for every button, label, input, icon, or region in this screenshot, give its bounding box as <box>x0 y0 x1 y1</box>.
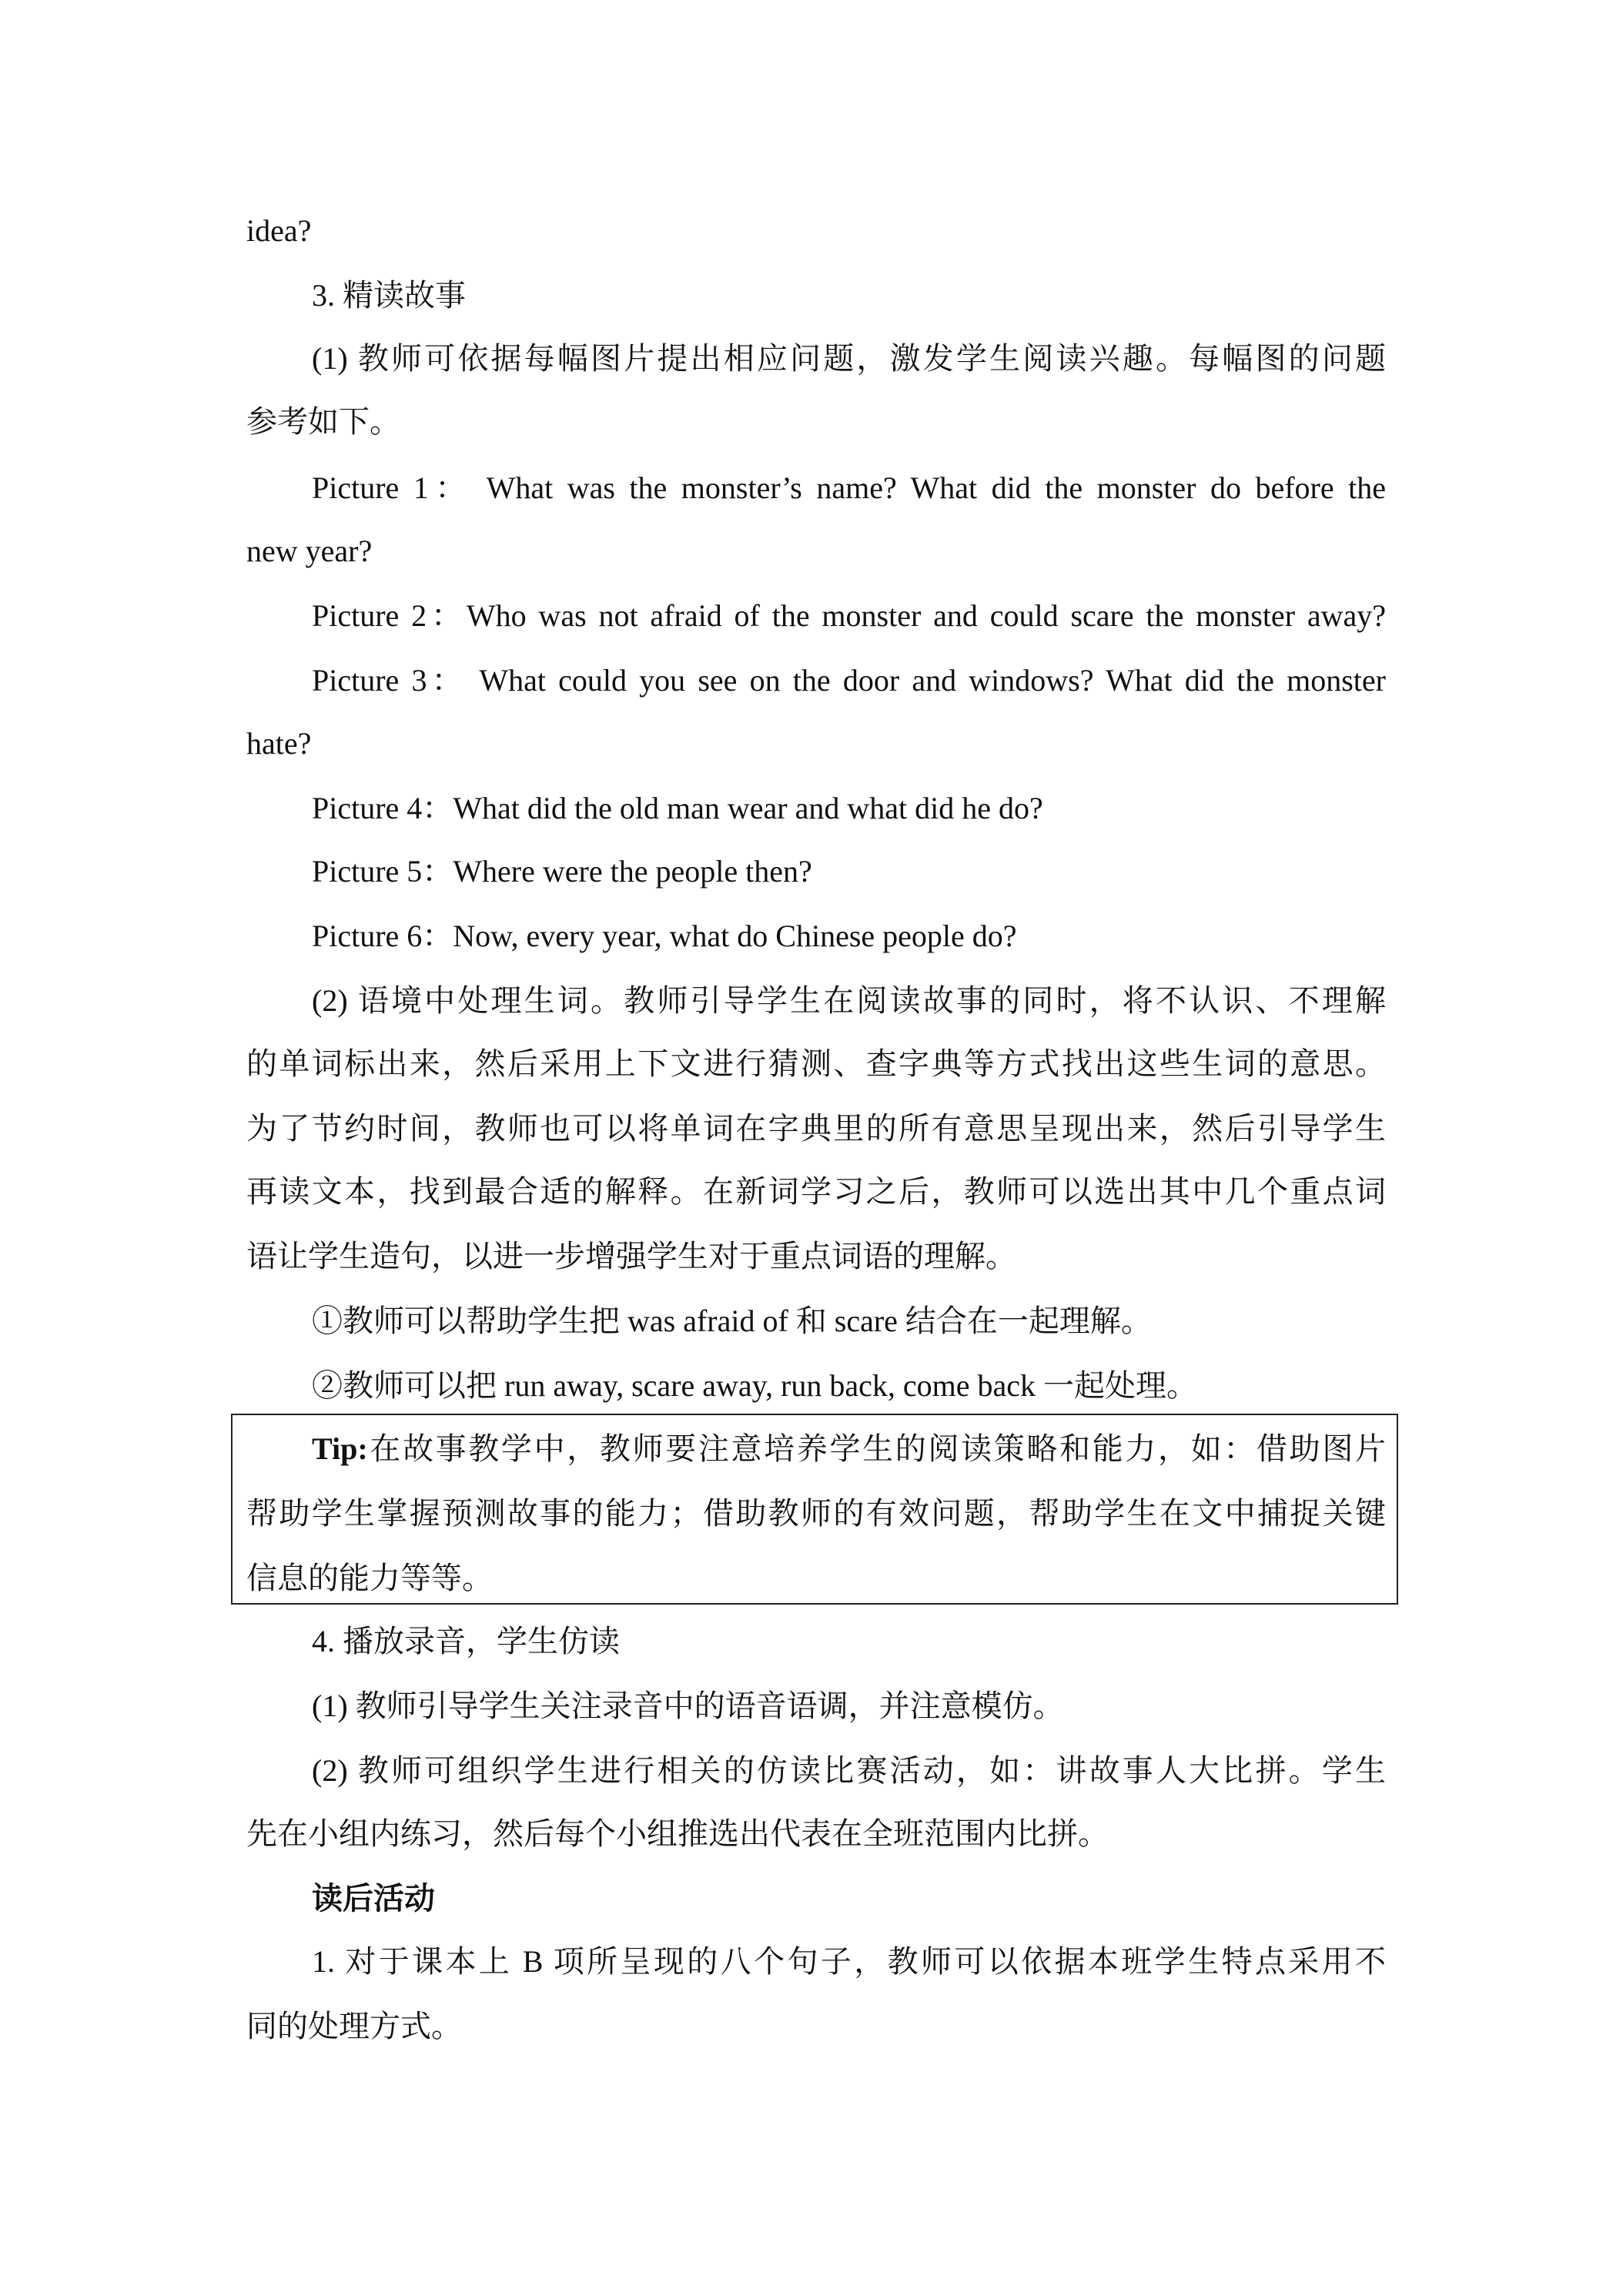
text-line: 语让学生造句，以进一步增强学生对于重点词语的理解。 <box>246 1239 1016 1274</box>
list-item: ①教师可以帮助学生把 was afraid of 和 scare 结合在一起理解。 <box>312 1304 1152 1338</box>
text-line: hate? <box>246 726 312 761</box>
text-line: 先在小组内练习，然后每个小组推选出代表在全班范围内比拼。 <box>246 1816 1109 1851</box>
section-heading: 3. 精读故事 <box>312 278 466 313</box>
section-heading-post-reading: 读后活动 <box>312 1881 435 1916</box>
tip-line: 信息的能力等等。 <box>246 1561 493 1595</box>
question-picture-6: Picture 6：Now, every year, what do Chinese people do? <box>312 919 1017 953</box>
text-line: 1. 对于课本上 B 项所呈现的八个句子，教师可以依据本班学生特点采用不 <box>312 1944 1386 1979</box>
text-line: (2) 教师可组织学生进行相关的仿读比赛活动，如：讲故事人大比拼。学生 <box>312 1753 1386 1788</box>
text-line: idea? <box>246 213 312 248</box>
question-picture-5: Picture 5：Where were the people then? <box>312 854 812 889</box>
text-line: 同的处理方式。 <box>246 2009 462 2043</box>
section-heading: 4. 播放录音，学生仿读 <box>312 1624 620 1658</box>
question-picture-4: Picture 4：What did the old man wear and what did he do? <box>312 791 1043 825</box>
text-line: (2) 语境中处理生词。教师引导学生在阅读故事的同时，将不认识、不理解 <box>312 983 1386 1018</box>
text-line: 再读文本，找到最合适的解释。在新词学习之后，教师可以选出其中几个重点词 <box>246 1174 1386 1209</box>
question-picture-1: Picture 1： What was the monster’s name? What did the monster do before the <box>312 470 1386 505</box>
tip-line <box>312 1431 1386 1468</box>
text-line: 参考如下。 <box>246 404 400 439</box>
question-picture-2: Picture 2：Who was not afraid of the monster and could scare the monster away? <box>312 598 1386 633</box>
question-picture-3: Picture 3： What could you see on the door and windows? What did the monster <box>312 663 1386 698</box>
text-line: new year? <box>246 534 373 568</box>
text-line: (1) 教师引导学生关注录音中的语音语调，并注意模仿。 <box>312 1689 1064 1723</box>
tip-text: 在故事教学中，教师要注意培养学生的阅读策略和能力，如：借助图片 <box>367 1431 1386 1466</box>
text-line: 的单词标出来，然后采用上下文进行猜测、查字典等方式找出这些生词的意思。 <box>246 1046 1386 1081</box>
tip-label: Tip: <box>312 1431 368 1466</box>
text-line: 为了节约时间，教师也可以将单词在字典里的所有意思呈现出来，然后引导学生 <box>246 1111 1386 1146</box>
text-line: (1) 教师可依据每幅图片提出相应问题，激发学生阅读兴趣。每幅图的问题 <box>312 341 1386 376</box>
list-item: ②教师可以把 run away, scare away, run back, come back 一起处理。 <box>312 1368 1198 1403</box>
tip-line: 帮助学生掌握预测故事的能力；借助教师的有效问题，帮助学生在文中捕捉关键 <box>246 1496 1386 1531</box>
